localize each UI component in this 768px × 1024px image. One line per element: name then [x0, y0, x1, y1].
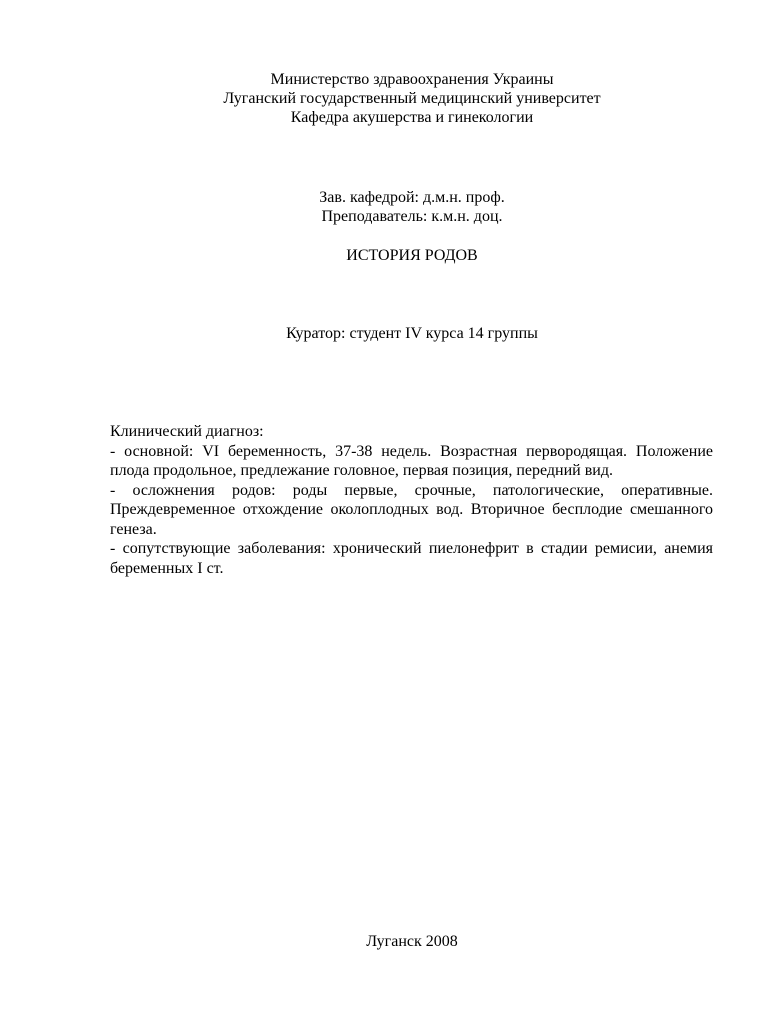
teacher: Преподаватель: к.м.н. доц. — [321, 208, 503, 225]
diagnosis-heading: Клинический диагноз: — [110, 423, 264, 440]
clinical-diagnosis — [110, 422, 713, 578]
document-title: ИСТОРИЯ РОДОВ — [346, 247, 478, 264]
city-year: Луганск 2008 — [366, 933, 458, 950]
diagnosis-concomitant: - сопутствующие заболевания: хронический пиелонефрит в стадии ремисии, анемия беременных I ст. — [110, 540, 713, 577]
institution-header — [0, 70, 768, 127]
staff-info — [0, 188, 768, 226]
diagnosis-main: - основной: VI беременность, 37-38 недель. Возрастная первородящая. Положение плода продольное, предлежание головное, первая позиция, передний вид. — [110, 442, 713, 479]
head-of-department: Зав. кафедрой: д.м.н. проф. — [319, 189, 505, 206]
ministry-name: Министерство здравоохранения Украины — [270, 71, 554, 88]
university-name: Луганский государственный медицинский университет — [223, 90, 601, 107]
department-name: Кафедра акушерства и гинекологии — [290, 109, 534, 126]
diagnosis-complications: - осложнения родов: роды первые, срочные, патологические, оперативные. Преждевременное отхождение околоплодных вод. Вторичное бесплодие смешанного генеза. — [110, 481, 713, 538]
curator-info: Куратор: студент IV курса 14 группы — [286, 325, 538, 342]
